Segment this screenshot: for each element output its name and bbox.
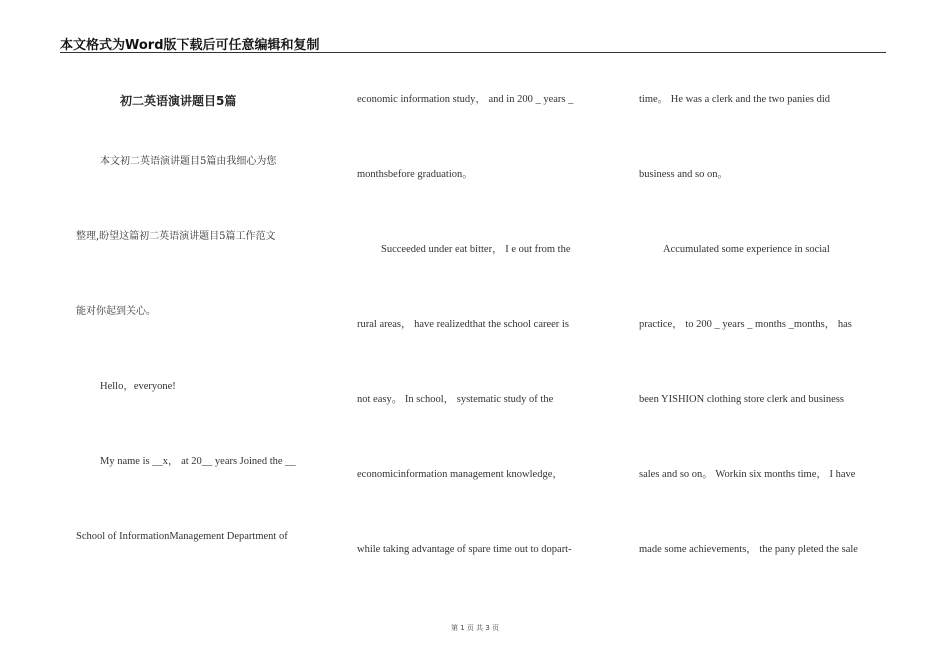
text-line: economicinformation management knowledge， xyxy=(357,469,563,480)
text-line: while taking advantage of spare time out to dopart- xyxy=(357,544,572,555)
text-line: practice， to 200 _ years _ months _months， has xyxy=(639,319,852,330)
document-title: 初二英语演讲题目5篇 xyxy=(120,94,237,108)
text-line: Accumulated some experience in social xyxy=(663,244,830,255)
header-rule xyxy=(60,52,886,53)
text-line: not easy。 In school， systematic study of the xyxy=(357,394,554,405)
text-line: been YISHION clothing store clerk and business xyxy=(639,394,844,405)
text-line: 能对你起到关心。 xyxy=(76,306,156,317)
text-line: My name is __x， at 20__ years Joined the __ xyxy=(100,456,296,467)
text-line: School of InformationManagement Department of xyxy=(76,531,288,542)
text-line: business and so on。 xyxy=(639,169,728,180)
header-title: 本文格式为Word版下载后可任意编辑和复制 xyxy=(60,38,320,53)
text-line: sales and so on。 Workin six months time， I have xyxy=(639,469,856,480)
text-line: 本文初二英语演讲题目5篇由我细心为您 xyxy=(100,156,277,167)
text-line: Succeeded under eat bitter， I e out from the xyxy=(381,244,571,255)
text-line: rural areas， have realizedthat the school career is xyxy=(357,319,569,330)
text-line: time。 He was a clerk and the two panies did xyxy=(639,94,830,105)
text-line: economic information study， and in 200 _ years _ xyxy=(357,94,574,105)
text-line: Hello，everyone! xyxy=(100,381,176,392)
text-line: made some achievements， the pany pleted the sale xyxy=(639,544,858,555)
text-line: 整理,盼望这篇初二英语演讲题目5篇工作范文 xyxy=(76,231,276,242)
page-number-footer: 第 1 页 共 3 页 xyxy=(450,624,500,632)
text-line: monthsbefore graduation。 xyxy=(357,169,473,180)
